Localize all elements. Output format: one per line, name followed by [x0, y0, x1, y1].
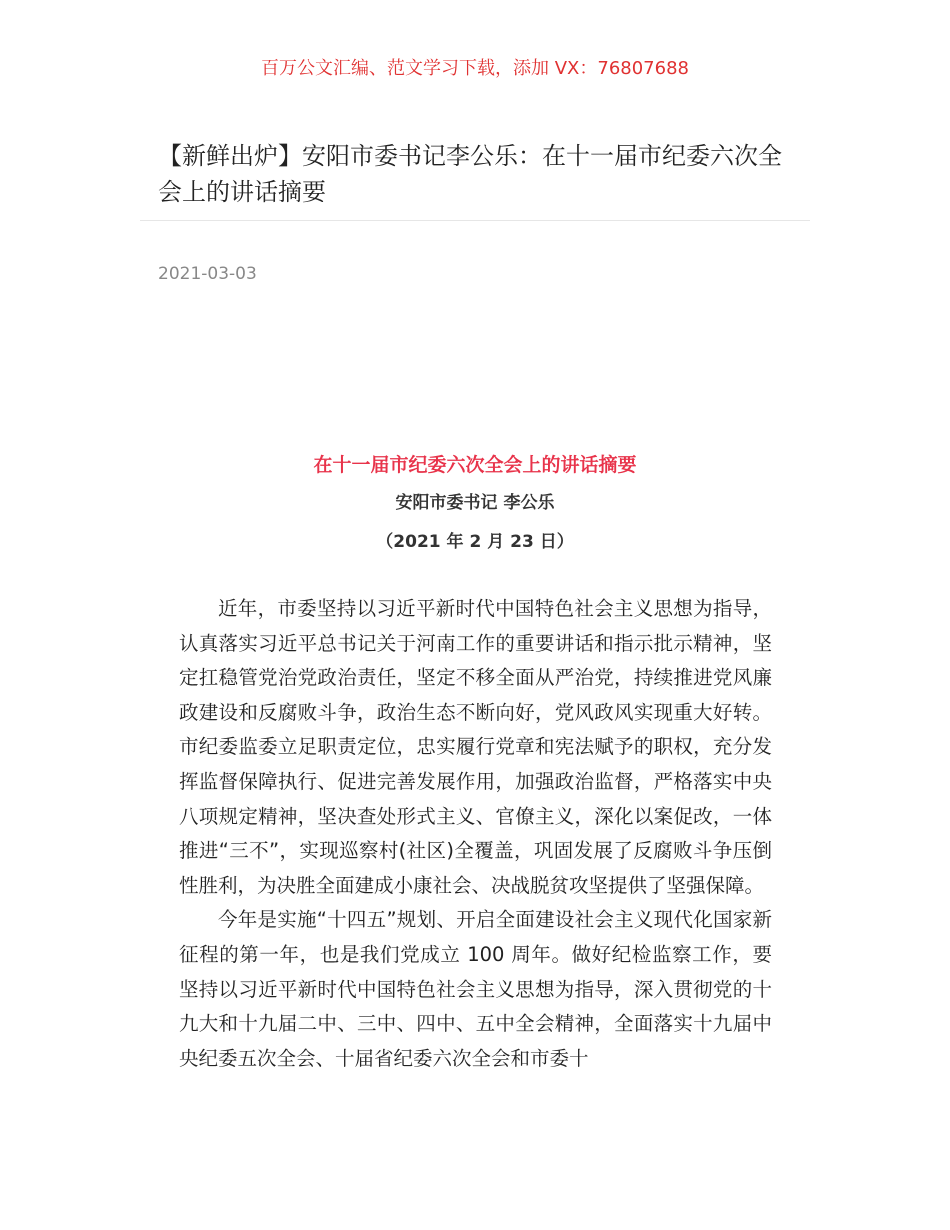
publish-date: 2021-03-03 [158, 264, 257, 284]
speech-author: 安阳市委书记 李公乐 [395, 493, 555, 513]
promo-banner: 百万公文汇编、范文学习下载，添加 VX：76807688 [261, 58, 689, 79]
body-paragraph: 今年是实施“十四五”规划、开启全面建设社会主义现代化国家新征程的第一年，也是我们党成立 100 周年。做好纪检监察工作，要坚持以习近平新时代中国特色社会主义思想为指导，深入贯彻党的十九大和十九届二中、三中、四中、五中全会精神，全面落实十九届中央纪委五次全会、十届省纪委六次全会和市委十 [179, 908, 772, 1070]
speech-title: 在十一届市纪委六次全会上的讲话摘要 [313, 454, 637, 476]
body-paragraph: 近年，市委坚持以习近平新时代中国特色社会主义思想为指导，认真落实习近平总书记关于河南工作的重要讲话和指示批示精神，坚定扛稳管党治党政治责任，坚定不移全面从严治党，持续推进党风廉政建设和反腐败斗争，政治生态不断向好，党风政风实现重大好转。市纪委监委立足职责定位，忠实履行党章和宪法赋予的职权，充分发挥监督保障执行、促进完善发展作用，加强政治监督，严格落实中央八项规定精神，坚决查处形式主义、官僚主义，深化以案促改，一体推进“三不”，实现巡察村(社区)全覆盖，巩固发展了反腐败斗争压倒性胜利，为决胜全面建成小康社会、决战脱贫攻坚提供了坚强保障。 [179, 597, 772, 897]
article-title: 【新鲜出炉】安阳市委书记李公乐：在十一届市纪委六次全会上的讲话摘要 [158, 142, 782, 206]
speech-body [179, 592, 772, 1076]
title-divider [140, 220, 810, 221]
speech-date: （2021 年 2 月 23 日） [376, 532, 574, 552]
